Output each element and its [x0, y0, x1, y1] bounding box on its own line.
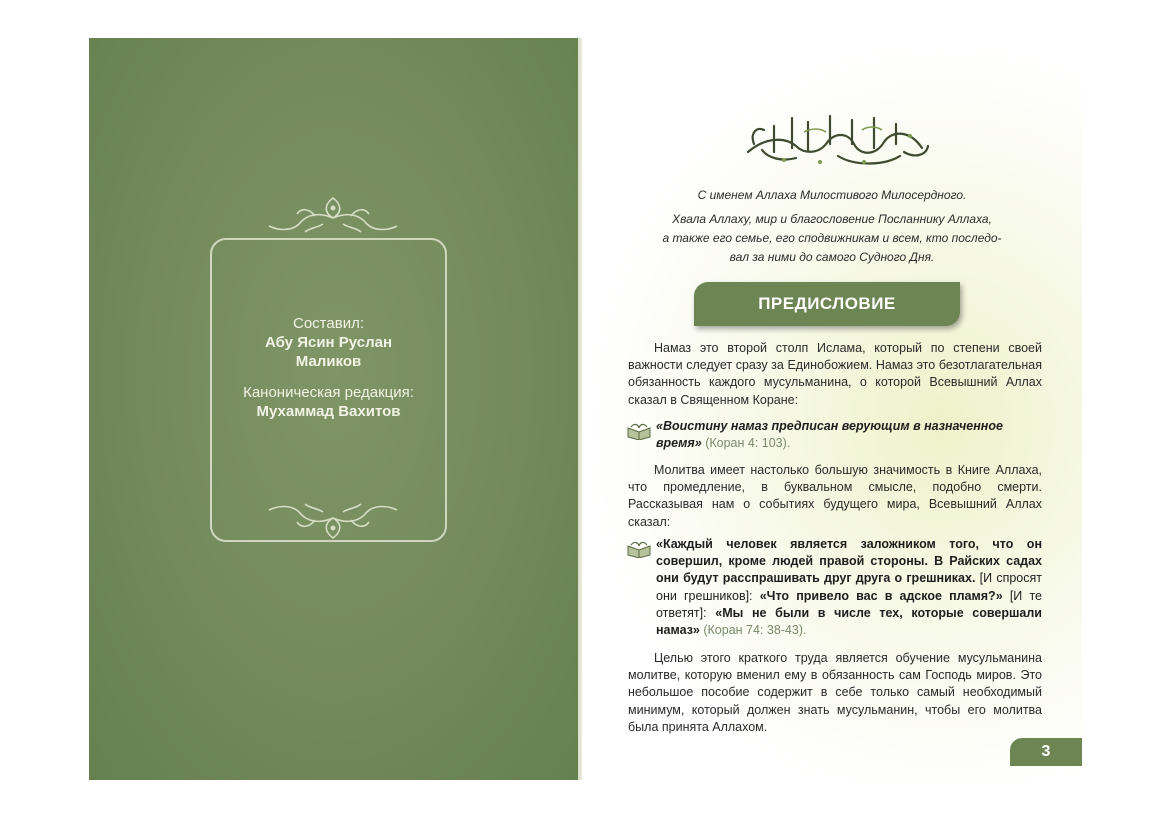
compiled-by-label: Составил: [293, 315, 364, 332]
right-page [582, 38, 1082, 780]
editor-label: Каноническая редакция: [243, 384, 414, 401]
page-number: 3 [1010, 738, 1082, 766]
open-book-icon [626, 422, 652, 440]
quote-2-part3: «Что привело вас в адское пламя?» [759, 588, 1003, 603]
paragraph-2: Молитва имеет настолько большую значимость в Книге Аллаха, что промедление, в буквальном смысле, подобно смерти. Рассказывая нам о событиях будущего мира, Всевышний Аллах сказал: [628, 463, 1042, 529]
basmala-translation: С именем Аллаха Милостивого Милосердного. [697, 188, 967, 202]
praise-line-2: а также его семье, его сподвижникам и всем, кто последо- [662, 231, 1002, 245]
compiler-name-line2: Маликов [295, 353, 362, 370]
quote-2-part4: [И те ответят]: [656, 588, 1042, 620]
quote-2-part5: «Мы не были в числе тех, которые совершали намаз» [656, 605, 1042, 638]
quote-2-reference: (Коран 74: 38-43). [703, 623, 807, 638]
floral-ornament-icon [263, 194, 403, 234]
quote-2-part1: «Каждый человек является заложником того, что он совершил, кроме людей правой стороны. В Райских садах они будут расспрашивать друг друга о грешниках. [656, 537, 1042, 586]
compiler-name-line1: Абу Ясин Руслан [264, 334, 393, 351]
section-title: ПРЕДИСЛОВИЕ [758, 294, 896, 313]
paragraph-3: Целью этого краткого труда является обучение мусульманина молитве, которую вменил ему в обязанность сам Господь миров. Это небольшое пособие содержит в себе только самый необходимый минимум, который должен знать мусульманин, чтобы его молитва была принята Аллахом. [628, 651, 1042, 734]
quote-1-reference: (Коран 4: 103). [705, 436, 791, 451]
basmala-calligraphy-icon [734, 108, 934, 170]
praise-line-1: Хвала Аллаху, мир и благословение Посланнику Аллаха, [672, 212, 992, 226]
left-page [89, 38, 579, 780]
open-book-icon [626, 540, 652, 558]
editor-name: Мухаммад Вахитов [256, 403, 401, 420]
quote-2-part2: [И спросят они грешников]: [656, 571, 1042, 603]
paragraph-1: Намаз это второй столп Ислама, который по степени своей важности следует сразу за Единобожием. Намаз это безотлагательная обязанность каждого мусульманина, о которой Всевышний Аллах сказал в Священном Коране: [628, 341, 1042, 407]
quote-1 [656, 418, 1042, 452]
floral-ornament-icon [263, 502, 403, 542]
quote-2 [656, 536, 1042, 639]
praise-line-3: вал за ними до самого Судного Дня. [729, 250, 935, 264]
section-title-banner [694, 282, 960, 326]
credits-block [210, 314, 447, 421]
quote-1-text: «Воистину намаз предписан верующим в назначенное время» [656, 419, 1003, 451]
